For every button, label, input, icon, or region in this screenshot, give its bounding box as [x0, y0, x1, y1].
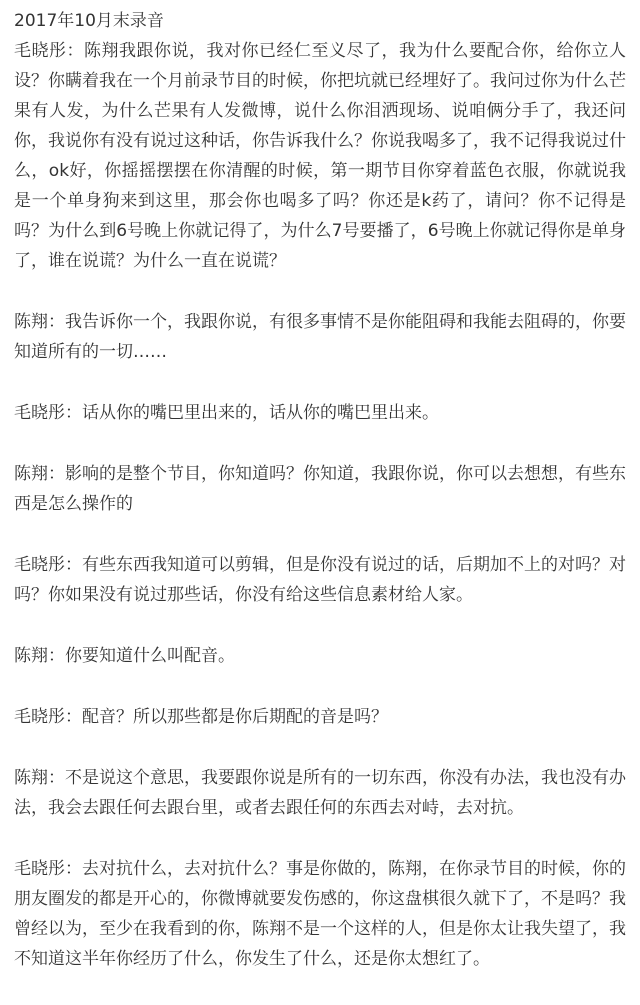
paragraph-4: 陈翔：影响的是整个节目，你知道吗？你知道，我跟你说，你可以去想想，有些东西是怎么操作的 — [14, 464, 626, 514]
document-title: 2017年10月末录音 — [14, 11, 164, 31]
paragraph-5: 毛晓彤：有些东西我知道可以剪辑，但是你没有说过的话，后期加不上的对吗？对吗？你如果没有说过那些话，你没有给这些信息素材给人家。 — [14, 555, 626, 605]
paragraph-7: 毛晓彤：配音？所以那些都是你后期配的音是吗？ — [14, 707, 388, 727]
paragraph-1: 毛晓彤：陈翔我跟你说，我对你已经仁至义尽了，我为什么要配合你，给你立人设？你瞒着我在一个月前录节目的时候，你把坑就已经埋好了。我问过你为什么芒果有人发，为什么芒果有人发微博，说什么你泪洒现场、说咱俩分手了，我还问你，我说你有没有说过这种话，你告诉我什么？你说我喝多了，我不记得我说过什么，ok好，你摇摇摆摆在你清醒的时候，第一期节目你穿着蓝色衣服，你就说我是一个单身狗来到这里，那会你也喝多了吗？你还是k药了，请问？你不记得是吗？为什么到6号晚上你就记得了，为什么7号要播了，6号晚上你就记得你是单身了，谁在说谎？为什么一直在说谎？ — [14, 41, 626, 271]
paragraph-2: 陈翔：我告诉你一个，我跟你说，有很多事情不是你能阻碍和我能去阻碍的，你要知道所有的一切…… — [14, 312, 626, 362]
document-body — [14, 6, 626, 1005]
paragraph-6: 陈翔：你要知道什么叫配音。 — [14, 646, 235, 666]
paragraph-3: 毛晓彤：话从你的嘴巴里出来的，话从你的嘴巴里出来。 — [14, 403, 439, 423]
paragraph-8: 陈翔：不是说这个意思，我要跟你说是所有的一切东西，你没有办法，我也没有办法，我会去跟任何去跟台里，或者去跟任何的东西去对峙，去对抗。 — [14, 768, 626, 818]
paragraph-9: 毛晓彤：去对抗什么，去对抗什么？事是你做的，陈翔，在你录节目的时候，你的朋友圈发的都是开心的，你微博就要发伤感的，你这盘棋很久就下了，不是吗？我曾经以为，至少在我看到的你，陈翔不是一个这样的人，但是你太让我失望了，我不知道这半年你经历了什么，你发生了什么，还是你太想红了。 — [14, 859, 626, 969]
